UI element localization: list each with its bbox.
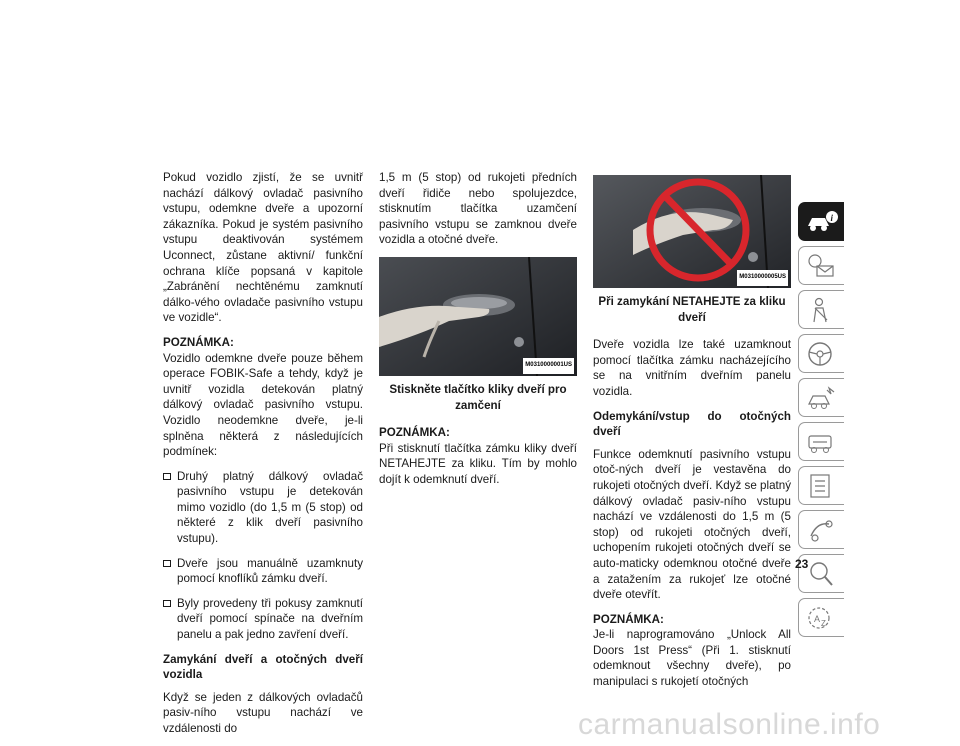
paragraph: Dveře vozidla lze také uzamknout pomocí tlačítka zámku nacházejícího se na vnitřním dveřním panelu vozidla. [593,338,791,398]
paragraph: 1,5 m (5 stop) od rukojeti předních dveří řidiče nebo spolujezdce, stisknutím tlačítka uzamčení pasivního vstupu se zamknou dveře vozidla a otočné dveře. [379,171,577,247]
magnifier-icon [805,560,839,588]
tab-specifications[interactable] [798,466,844,505]
image-caption: Při zamykání NETAHEJTE za kliku dveří [598,295,786,324]
bullet-item: Druhý platný dálkový ovladač pasivního vstupu je detekován mimo vozidlo (do 1,5 m (5 stop) od některé z klik dveří pasivního vstupu). [163,469,363,547]
crash-icon [805,384,839,412]
tab-service[interactable] [798,422,844,461]
checkbox-bullet-icon [163,600,171,607]
column-1 [163,170,363,746]
checklist-icon [805,472,839,500]
paragraph: Pokud vozidlo zjistí, že se uvnitř nachází dálkový ovladač pasivního vstupu, odemkne dveře a upozorní zákazníka. Pokud je systém pasivního vstupu deaktivován systémem Uconnect, zůstane aktivní/ funkční ochrana klíče popsaná v kapitole „Zabránění nechtěnému zamknutí dálko-vého ovladače pasivního vstupu ve vozidle“. [163,171,363,325]
image-caption: Stiskněte tlačítko kliky dveří pro zamčení [389,382,567,412]
note-text: Je-li naprogramováno „Unlock All Doors 1st Press“ (Při 1. stisknutí odemknout všechny dveře), po manipulaci s rukojetí otočných [593,628,791,689]
paragraph: Když se jeden z dálkových ovladačů pasiv-ního vstupu nachází ve vzdálenosti do [163,690,363,735]
svg-text:A: A [814,614,821,624]
checkbox-bullet-icon [163,560,171,567]
car-service-icon [805,428,839,456]
car-info-icon [805,208,839,236]
bullet-item: Dveře jsou manuálně uzamknuty pomocí knoflíků zámku dveří. [163,556,363,587]
steering-wheel-icon [805,340,839,368]
tab-warnings[interactable] [798,246,844,285]
tab-emergency[interactable] [798,378,844,417]
no-pull-handle-photo [593,175,791,288]
wrench-car-icon [805,516,839,544]
door-handle-photo [379,257,577,376]
image-code: M0310000005US [737,270,788,286]
checkbox-bullet-icon [163,473,171,480]
paragraph: Funkce odemknutí pasivního vstupu otoč-ných dveří je vestavěna do rukojeti otočných dveří. Když se platný dálkový ovladač pasiv-ního vstupu nachází ve vzdálenosti do 1,5 m (5 stop) od rukojeti otočných dveří, uchopením rukojeti otočných dveří se auto-maticky odemknou otočné dveře a zatažením za rukojeť lze otočné dveře otevřít. [593,447,791,602]
tab-car-info[interactable] [798,202,844,241]
column-2 [379,170,577,497]
note-text: Při stisknutí tlačítka zámku kliky dveří NETAHEJTE za kliku. Tím by mohlo dojít k odemknutí dveří. [379,441,577,486]
seatbelt-icon [805,296,839,324]
svg-text:Z: Z [821,619,826,628]
column-3 [593,175,791,699]
language-icon [805,604,839,632]
section-heading: Zamykání dveří a otočných dveří vozidla [163,652,363,682]
mail-warning-icon [805,252,839,280]
note-text: Vozidlo odemkne dveře pouze během operace FOBIK-Safe a tehdy, když je uvnitř vozidla detekován platný dálkový ovladač pasivního vstupu. Vozidlo neodemkne dveře, je-li splněna některá z následujících podmínek: [163,351,363,459]
tab-driving[interactable] [798,334,844,373]
image-code: M0310000001US [523,358,574,374]
tab-multimedia[interactable] [798,510,844,549]
svg-text:i: i [830,213,834,223]
page-number: 23 [795,557,809,571]
section-heading: Odemykání/vstup do otočných dveří [593,409,791,439]
note-heading: POZNÁMKA: [379,426,450,440]
chapter-tabs [798,202,844,642]
watermark: carmanualsonline.info [578,708,881,741]
note-heading: POZNÁMKA: [593,612,664,626]
tab-safety[interactable] [798,290,844,329]
bullet-item: Byly provedeny tři pokusy zamknutí dveří pomocí spínače na dveřním panelu a pak jedno zavření dveří. [163,596,363,643]
tab-language[interactable] [798,598,844,637]
note-heading: POZNÁMKA: [163,335,234,349]
